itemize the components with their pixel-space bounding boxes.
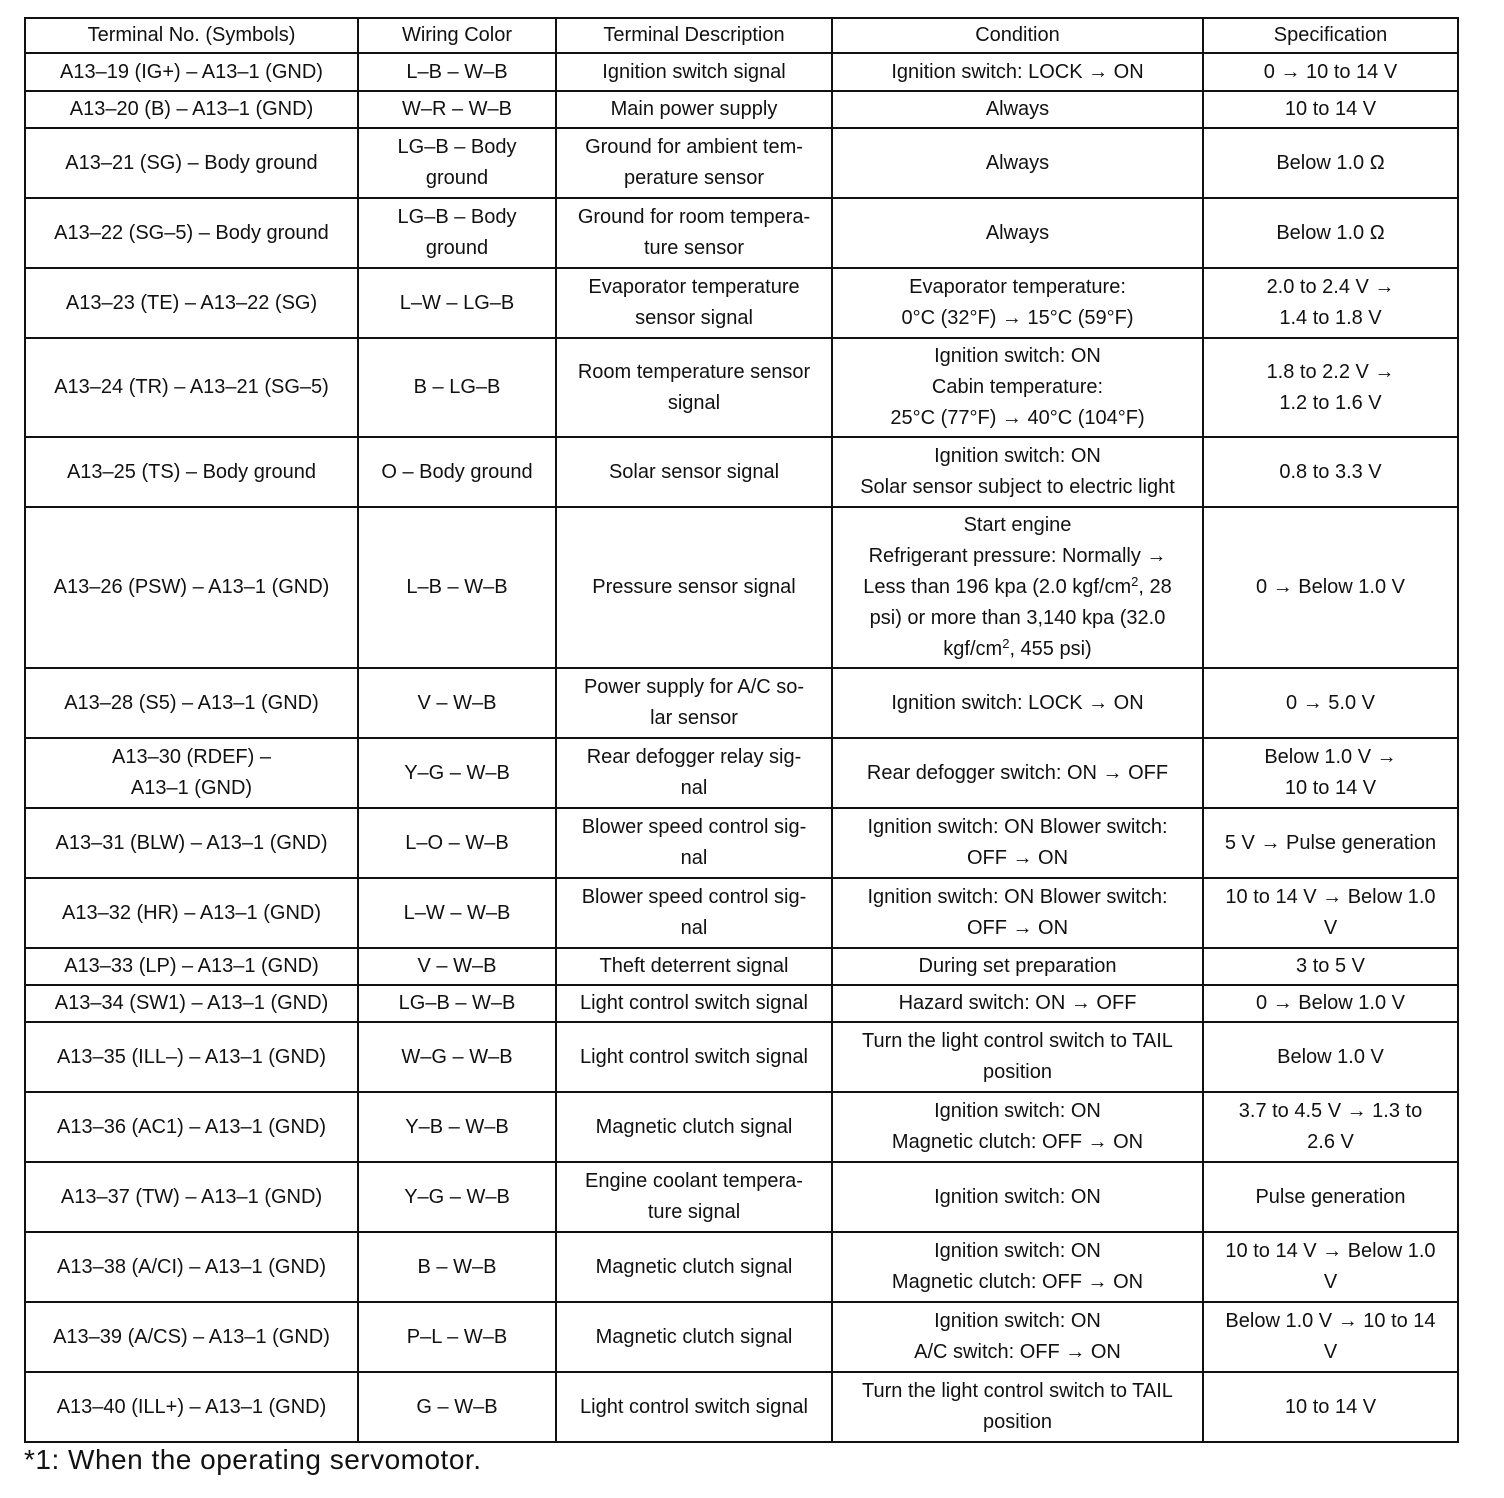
cell-line: 1.2 to 1.6 V xyxy=(1279,391,1382,414)
condition-cell xyxy=(832,507,1203,668)
specification-cell xyxy=(1203,1162,1458,1232)
specification-cell xyxy=(1203,53,1458,91)
cell-line: A13–25 (TS) – Body ground xyxy=(66,460,317,483)
description-cell xyxy=(556,1162,832,1232)
cell-line: Theft deterrent signal xyxy=(599,955,789,977)
description-cell xyxy=(556,1022,832,1092)
terminal-cell xyxy=(25,198,358,268)
wiring-color-cell xyxy=(358,1092,556,1162)
description-cell xyxy=(556,53,832,91)
cell-line: Magnetic clutch: OFF → ON xyxy=(891,1131,1144,1153)
cell-line: signal xyxy=(667,391,721,414)
condition-cell xyxy=(832,1092,1203,1162)
header-wiring-color: Wiring Color xyxy=(358,18,556,53)
terminal-cell xyxy=(25,1092,358,1162)
terminal-cell xyxy=(25,128,358,198)
cell-line: nal xyxy=(680,847,708,869)
cell-line: Main power supply xyxy=(610,98,778,120)
description-cell xyxy=(556,128,832,198)
cell-line: Ignition switch: ON xyxy=(934,1310,1101,1332)
cell-line: P–L – W–B xyxy=(406,1325,508,1348)
cell-line: A13–28 (S5) – A13–1 (GND) xyxy=(64,691,319,714)
header-specification: Specification xyxy=(1203,18,1458,53)
specification-cell xyxy=(1203,268,1458,338)
terminal-cell xyxy=(25,437,358,507)
cell-line: B – LG–B xyxy=(413,376,501,398)
cell-line: A13–26 (PSW) – A13–1 (GND) xyxy=(53,576,330,598)
cell-line: Ignition switch: LOCK → ON xyxy=(891,691,1144,714)
specification-cell xyxy=(1203,808,1458,878)
cell-line: A13–1 (GND) xyxy=(130,777,253,799)
cell-line: Light control switch signal xyxy=(580,1045,808,1068)
specification-cell xyxy=(1203,338,1458,437)
cell-line: V – W–B xyxy=(417,691,497,714)
description-cell xyxy=(556,1092,832,1162)
cell-line: LG–B – Body xyxy=(397,136,517,158)
table-row xyxy=(25,668,1458,738)
table-row xyxy=(25,1372,1458,1442)
cell-line: Ignition switch: ON xyxy=(934,1240,1101,1262)
cell-line: Ignition switch: ON xyxy=(934,345,1101,367)
cell-line: Turn the light control switch to TAIL xyxy=(862,1380,1173,1402)
condition-cell xyxy=(832,878,1203,948)
cell-line: 10 to 14 V → Below 1.0 xyxy=(1225,1240,1436,1262)
wiring-color-cell xyxy=(358,53,556,91)
specification-cell xyxy=(1203,128,1458,198)
table-body xyxy=(25,53,1458,1442)
footnote: *1: When the operating servomotor. xyxy=(24,1444,482,1475)
specification-cell xyxy=(1203,878,1458,948)
cell-line: Ignition switch: ON xyxy=(934,1100,1101,1122)
cell-line: L–B – W–B xyxy=(406,60,508,83)
cell-line: OFF → ON xyxy=(966,917,1069,939)
cell-line: A13–36 (AC1) – A13–1 (GND) xyxy=(56,1115,327,1138)
condition-cell xyxy=(832,437,1203,507)
cell-line: psi) or more than 3,140 kpa (32.0 xyxy=(869,607,1166,629)
terminal-cell xyxy=(25,1302,358,1372)
specification-cell xyxy=(1203,1092,1458,1162)
description-cell xyxy=(556,198,832,268)
wiring-color-cell xyxy=(358,1302,556,1372)
specification-cell xyxy=(1203,91,1458,128)
terminal-cell xyxy=(25,668,358,738)
table-row xyxy=(25,1022,1458,1092)
cell-line: Blower speed control sig- xyxy=(581,816,807,838)
cell-line: Light control switch signal xyxy=(580,992,808,1014)
cell-line: Light control switch signal xyxy=(580,1395,808,1418)
wiring-color-cell xyxy=(358,878,556,948)
cell-line: nal xyxy=(680,777,708,799)
cell-line: 2.6 V xyxy=(1307,1131,1354,1153)
cell-line: 10 to 14 V xyxy=(1284,777,1377,799)
table-row xyxy=(25,1092,1458,1162)
description-cell xyxy=(556,338,832,437)
cell-line: Blower speed control sig- xyxy=(581,886,807,908)
description-cell xyxy=(556,738,832,808)
cell-line: Ground for ambient tem- xyxy=(585,136,803,158)
wiring-color-cell xyxy=(358,268,556,338)
cell-line: Below 1.0 V xyxy=(1277,1045,1384,1068)
cell-line: sensor signal xyxy=(635,307,753,329)
condition-cell xyxy=(832,1162,1203,1232)
cell-line: Refrigerant pressure: Normally → xyxy=(868,545,1167,567)
cell-line: 10 to 14 V xyxy=(1284,98,1377,120)
cell-line: A13–30 (RDEF) – xyxy=(112,746,271,768)
wiring-color-cell xyxy=(358,1372,556,1442)
specification-cell xyxy=(1203,668,1458,738)
cell-line: 0 → 5.0 V xyxy=(1286,691,1375,714)
description-cell xyxy=(556,1232,832,1302)
condition-cell xyxy=(832,1022,1203,1092)
cell-line: 25°C (77°F) → 40°C (104°F) xyxy=(890,407,1145,429)
cell-line: Evaporator temperature xyxy=(588,276,800,298)
wiring-color-cell xyxy=(358,128,556,198)
cell-line: Below 1.0 V → xyxy=(1264,746,1397,768)
specification-cell xyxy=(1203,1372,1458,1442)
cell-line: nal xyxy=(680,917,708,939)
cell-line: V – W–B xyxy=(417,955,497,977)
cell-line: Engine coolant tempera- xyxy=(585,1170,803,1192)
table-row xyxy=(25,338,1458,437)
cell-line: 0.8 to 3.3 V xyxy=(1279,460,1382,483)
description-cell xyxy=(556,808,832,878)
cell-line: Start engine xyxy=(963,514,1072,536)
wiring-color-cell xyxy=(358,985,556,1022)
header-description: Terminal Description xyxy=(556,18,832,53)
cell-line: Ignition switch: LOCK → ON xyxy=(891,60,1144,83)
cell-line: perature sensor xyxy=(623,167,765,189)
cell-line: A13–38 (A/CI) – A13–1 (GND) xyxy=(56,1255,326,1278)
condition-cell xyxy=(832,1302,1203,1372)
description-cell xyxy=(556,985,832,1022)
cell-line: V xyxy=(1323,1341,1338,1363)
cell-line: 1.4 to 1.8 V xyxy=(1279,307,1382,329)
table-row xyxy=(25,948,1458,985)
wiring-color-cell xyxy=(358,91,556,128)
cell-line: lar sensor xyxy=(650,707,738,729)
terminal-cell xyxy=(25,878,358,948)
terminal-cell xyxy=(25,1162,358,1232)
table-row xyxy=(25,985,1458,1022)
table-row xyxy=(25,198,1458,268)
cell-line: B – W–B xyxy=(417,1255,497,1278)
cell-line: 0°C (32°F) → 15°C (59°F) xyxy=(901,307,1134,329)
table-row xyxy=(25,808,1458,878)
cell-line: Below 1.0 Ω xyxy=(1276,221,1385,244)
cell-line: Turn the light control switch to TAIL xyxy=(862,1030,1173,1052)
table-row xyxy=(25,268,1458,338)
cell-line: Magnetic clutch signal xyxy=(595,1115,793,1138)
wiring-color-cell xyxy=(358,948,556,985)
condition-cell xyxy=(832,948,1203,985)
cell-line: A13–19 (IG+) – A13–1 (GND) xyxy=(60,60,323,83)
cell-line: L–O – W–B xyxy=(405,831,509,854)
condition-cell xyxy=(832,738,1203,808)
condition-cell xyxy=(832,808,1203,878)
terminal-cell xyxy=(25,1372,358,1442)
cell-line: Solar sensor signal xyxy=(608,460,780,483)
cell-line: L–B – W–B xyxy=(406,576,508,598)
cell-line: 1.8 to 2.2 V → xyxy=(1266,360,1395,383)
cell-line: O – Body ground xyxy=(381,460,533,483)
cell-line: 3.7 to 4.5 V → 1.3 to xyxy=(1238,1100,1423,1122)
cell-line: A13–32 (HR) – A13–1 (GND) xyxy=(61,901,321,924)
cell-line: Always xyxy=(985,98,1050,120)
cell-line: ground xyxy=(425,167,489,189)
cell-line: Evaporator temperature: xyxy=(909,276,1126,298)
cell-line: Magnetic clutch signal xyxy=(595,1255,793,1278)
condition-cell xyxy=(832,1372,1203,1442)
cell-line: Rear defogger relay sig- xyxy=(586,746,802,768)
condition-cell xyxy=(832,985,1203,1022)
condition-cell xyxy=(832,198,1203,268)
cell-line: Pressure sensor signal xyxy=(592,576,796,598)
cell-line: Magnetic clutch: OFF → ON xyxy=(891,1271,1144,1293)
header-terminal: Terminal No. (Symbols) xyxy=(25,18,358,53)
specification-cell xyxy=(1203,437,1458,507)
terminal-cell xyxy=(25,808,358,878)
cell-line: 0 → Below 1.0 V xyxy=(1256,576,1405,598)
cell-line: LG–B – Body xyxy=(397,206,517,228)
cell-line: Pulse generation xyxy=(1255,1185,1406,1208)
cell-line: Ignition switch: ON xyxy=(934,1185,1101,1208)
cell-line: L–W – LG–B xyxy=(399,291,515,314)
cell-line: 5 V → Pulse generation xyxy=(1224,831,1437,854)
cell-line: A13–33 (LP) – A13–1 (GND) xyxy=(64,955,319,977)
description-cell xyxy=(556,437,832,507)
cell-line: Y–G – W–B xyxy=(404,761,510,784)
cell-line: 0 → 10 to 14 V xyxy=(1263,60,1398,83)
cell-line: A13–22 (SG–5) – Body ground xyxy=(54,221,329,244)
table-row xyxy=(25,53,1458,91)
wiring-color-cell xyxy=(358,437,556,507)
condition-cell xyxy=(832,338,1203,437)
condition-cell xyxy=(832,128,1203,198)
table-row xyxy=(25,1232,1458,1302)
wiring-color-cell xyxy=(358,198,556,268)
cell-line: Hazard switch: ON → OFF xyxy=(898,992,1137,1014)
cell-line: LG–B – W–B xyxy=(398,992,516,1014)
cell-line: Ignition switch: ON Blower switch: xyxy=(867,886,1168,908)
table-header-row xyxy=(25,18,1458,53)
cell-line: Solar sensor subject to electric light xyxy=(860,476,1175,498)
cell-line: A13–40 (ILL+) – A13–1 (GND) xyxy=(56,1395,327,1418)
cell-line: 0 → Below 1.0 V xyxy=(1256,992,1405,1014)
cell-line: Less than 196 kpa (2.0 kgf/$cm^2$, 28 xyxy=(863,574,1172,598)
specification-cell xyxy=(1203,948,1458,985)
header-condition: Condition xyxy=(832,18,1203,53)
cell-line: position xyxy=(983,1411,1052,1433)
cell-line: Y–G – W–B xyxy=(404,1185,510,1208)
cell-line: A13–20 (B) – A13–1 (GND) xyxy=(69,98,314,120)
cell-line: kgf/$cm^2$, 455 psi) xyxy=(943,636,1092,660)
terminal-cell xyxy=(25,985,358,1022)
cell-line: 10 to 14 V → Below 1.0 xyxy=(1225,886,1436,908)
wiring-color-cell xyxy=(358,808,556,878)
description-cell xyxy=(556,507,832,668)
table-row xyxy=(25,128,1458,198)
wiring-color-cell xyxy=(358,507,556,668)
description-cell xyxy=(556,668,832,738)
cell-line: ture signal xyxy=(647,1201,741,1223)
cell-line: Power supply for A/C so- xyxy=(583,676,805,698)
cell-line: A13–23 (TE) – A13–22 (SG) xyxy=(65,291,318,314)
specification-cell xyxy=(1203,1022,1458,1092)
cell-line: Magnetic clutch signal xyxy=(595,1325,793,1348)
cell-line: Ignition switch: ON Blower switch: xyxy=(867,816,1168,838)
cell-line: ground xyxy=(425,237,489,259)
condition-cell xyxy=(832,53,1203,91)
terminal-cell xyxy=(25,53,358,91)
cell-line: OFF → ON xyxy=(966,847,1069,869)
description-cell xyxy=(556,1302,832,1372)
cell-line: position xyxy=(983,1061,1052,1083)
condition-cell xyxy=(832,1232,1203,1302)
condition-cell xyxy=(832,668,1203,738)
cell-line: Cabin temperature: xyxy=(931,376,1104,398)
cell-line: A13–39 (A/CS) – A13–1 (GND) xyxy=(53,1325,330,1348)
cell-line: A13–37 (TW) – A13–1 (GND) xyxy=(60,1185,323,1208)
cell-line: Y–B – W–B xyxy=(405,1115,509,1138)
table-row xyxy=(25,437,1458,507)
cell-line: L–W – W–B xyxy=(403,901,511,924)
wiring-color-cell xyxy=(358,1022,556,1092)
terminal-cell xyxy=(25,1232,358,1302)
table-row xyxy=(25,91,1458,128)
cell-line: Below 1.0 V → 10 to 14 xyxy=(1225,1310,1436,1332)
cell-line: A13–34 (SW1) – A13–1 (GND) xyxy=(54,992,329,1014)
table-row xyxy=(25,1302,1458,1372)
cell-line: W–R – W–B xyxy=(401,98,513,120)
wiring-color-cell xyxy=(358,1232,556,1302)
table-row xyxy=(25,507,1458,668)
wiring-color-cell xyxy=(358,1162,556,1232)
terminal-cell xyxy=(25,338,358,437)
description-cell xyxy=(556,268,832,338)
cell-line: 2.0 to 2.4 V → xyxy=(1266,276,1395,298)
cell-line: Always xyxy=(985,221,1050,244)
terminal-cell xyxy=(25,268,358,338)
cell-line: A/C switch: OFF → ON xyxy=(914,1341,1121,1363)
cell-line: Ignition switch signal xyxy=(602,60,786,83)
cell-line: G – W–B xyxy=(416,1395,498,1418)
specification-cell xyxy=(1203,1302,1458,1372)
wiring-color-cell xyxy=(358,338,556,437)
terminal-cell xyxy=(25,507,358,668)
terminal-cell xyxy=(25,738,358,808)
description-cell xyxy=(556,91,832,128)
cell-line: 3 to 5 V xyxy=(1296,955,1365,977)
cell-line: Below 1.0 Ω xyxy=(1276,151,1385,174)
specification-cell xyxy=(1203,507,1458,668)
cell-line: Always xyxy=(985,151,1050,174)
cell-line: A13–35 (ILL–) – A13–1 (GND) xyxy=(56,1045,327,1068)
specification-cell xyxy=(1203,1232,1458,1302)
specification-cell xyxy=(1203,198,1458,268)
cell-line: Ignition switch: ON xyxy=(934,445,1101,467)
cell-line: W–G – W–B xyxy=(401,1045,513,1068)
terminal-cell xyxy=(25,91,358,128)
description-cell xyxy=(556,948,832,985)
specification-cell xyxy=(1203,738,1458,808)
specification-cell xyxy=(1203,985,1458,1022)
cell-line: V xyxy=(1323,1271,1338,1293)
cell-line: A13–24 (TR) – A13–21 (SG–5) xyxy=(54,376,329,398)
table-row xyxy=(25,878,1458,948)
cell-line: Rear defogger switch: ON → OFF xyxy=(866,761,1169,784)
cell-line: ture sensor xyxy=(643,237,745,259)
wiring-color-cell xyxy=(358,738,556,808)
cell-line: Room temperature sensor xyxy=(577,360,811,383)
cell-line: Ground for room tempera- xyxy=(577,206,811,228)
condition-cell xyxy=(832,91,1203,128)
table-row xyxy=(25,738,1458,808)
description-cell xyxy=(556,878,832,948)
description-cell xyxy=(556,1372,832,1442)
terminal-cell xyxy=(25,1022,358,1092)
condition-cell xyxy=(832,268,1203,338)
cell-line: A13–21 (SG) – Body ground xyxy=(65,151,318,174)
cell-line: During set preparation xyxy=(918,955,1117,977)
terminal-spec-table xyxy=(24,17,1459,1443)
terminal-cell xyxy=(25,948,358,985)
table-row xyxy=(25,1162,1458,1232)
wiring-color-cell xyxy=(358,668,556,738)
cell-line: A13–31 (BLW) – A13–1 (GND) xyxy=(55,831,328,854)
cell-line: V xyxy=(1323,917,1338,939)
cell-line: 10 to 14 V xyxy=(1284,1395,1377,1418)
